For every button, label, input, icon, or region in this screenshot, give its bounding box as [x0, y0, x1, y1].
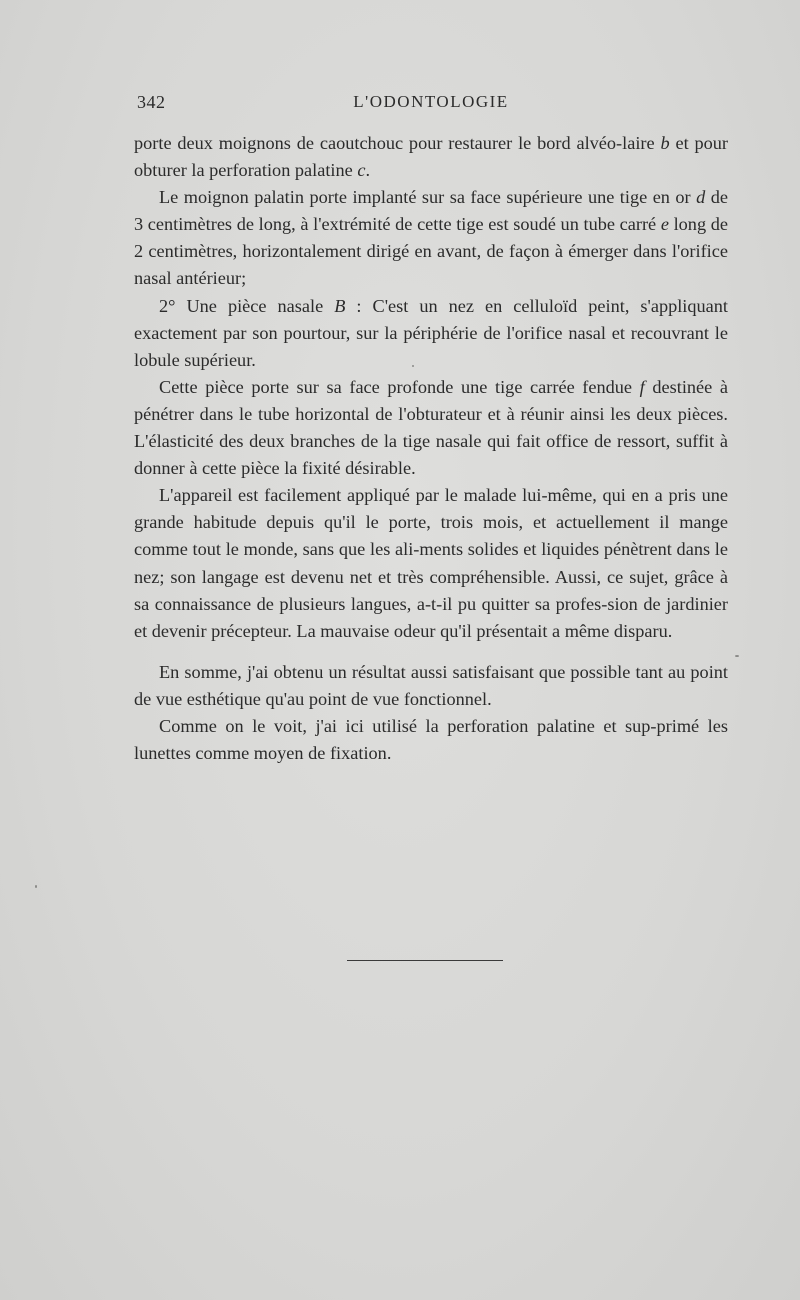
paper-speck [35, 885, 37, 888]
text-run: long de 2 centimètres, horizontalement dirigé en avant, de façon à émerger dans l'orifice nasal antérieur; [134, 214, 729, 289]
paragraph [134, 130, 728, 184]
text-run: destinée à pénétrer dans le tube horizontal de l'obturateur et à réunir ainsi les deux pièces. L'élasticité des deux branches de la tige nasale qui fait office de ressort, suffit à donner à cette pièce la fixité désirable. [134, 376, 728, 479]
text-run: 2° Une pièce nasale [159, 295, 335, 316]
text-run: : C'est un nez en celluloïd peint, s'appliquant exactement par son pourtour, sur la périphérie de l'orifice nasal et recouvrant le lobule supérieur. [134, 295, 728, 370]
text-run: porte deux moignons de caoutchouc pour restaurer le bord alvéo-laire [134, 133, 661, 153]
paragraph [134, 713, 728, 767]
text-run: En somme, j'ai obtenu un résultat aussi satisfaisant que possible tant au point de vue esthétique qu'au point de vue fonctionnel. [134, 661, 728, 709]
italic-letter: b [660, 133, 670, 153]
paragraph [134, 293, 728, 374]
text-run: de 3 centimètres de long, à l'extrémité de cette tige est soudé un tube carré [134, 187, 728, 235]
italic-letter: B [334, 295, 346, 316]
text-run: Le moignon palatin porte implanté sur sa face supérieure une tige en or [159, 187, 697, 208]
end-rule [347, 960, 503, 961]
paragraph [134, 374, 728, 482]
text-run: . [365, 160, 371, 181]
paragraph [134, 184, 728, 292]
paragraph [134, 659, 728, 713]
italic-letter: c [357, 160, 366, 181]
italic-letter: e [660, 214, 669, 235]
text-run: Comme on le voit, j'ai ici utilisé la perforation palatine et sup-primé les lunettes comme moyen de fixation. [134, 715, 728, 764]
body-text [134, 130, 728, 767]
running-title: L'ODONTOLOGIE [353, 92, 509, 111]
page-number: 342 [137, 92, 166, 112]
paper-speck [735, 655, 739, 657]
text-run: L'appareil est facilement appliqué par le malade lui-même, qui en a pris une grande habitude depuis qu'il le porte, trois mois, et actuellement il mange comme tout le monde, sans que les ali-ments solides et liquides pénètrent dans le nez; son langage est devenu net et très compréhensible. Aussi, ce sujet, grâce à sa connaissance de plusieurs langues, a-t-il pu quitter sa profes-sion de jardinier et devenir précepteur. La mauvaise odeur qu'il présentait a même disparu. [134, 485, 728, 641]
text-run: et pour obturer la perforation palatine [134, 133, 729, 181]
paragraph [134, 482, 728, 645]
italic-letter: f [639, 376, 645, 397]
paper-speck [412, 365, 414, 367]
italic-letter: d [696, 187, 706, 208]
running-head [134, 92, 728, 118]
text-run: Cette pièce porte sur sa face profonde une tige carrée fendue [159, 376, 640, 397]
